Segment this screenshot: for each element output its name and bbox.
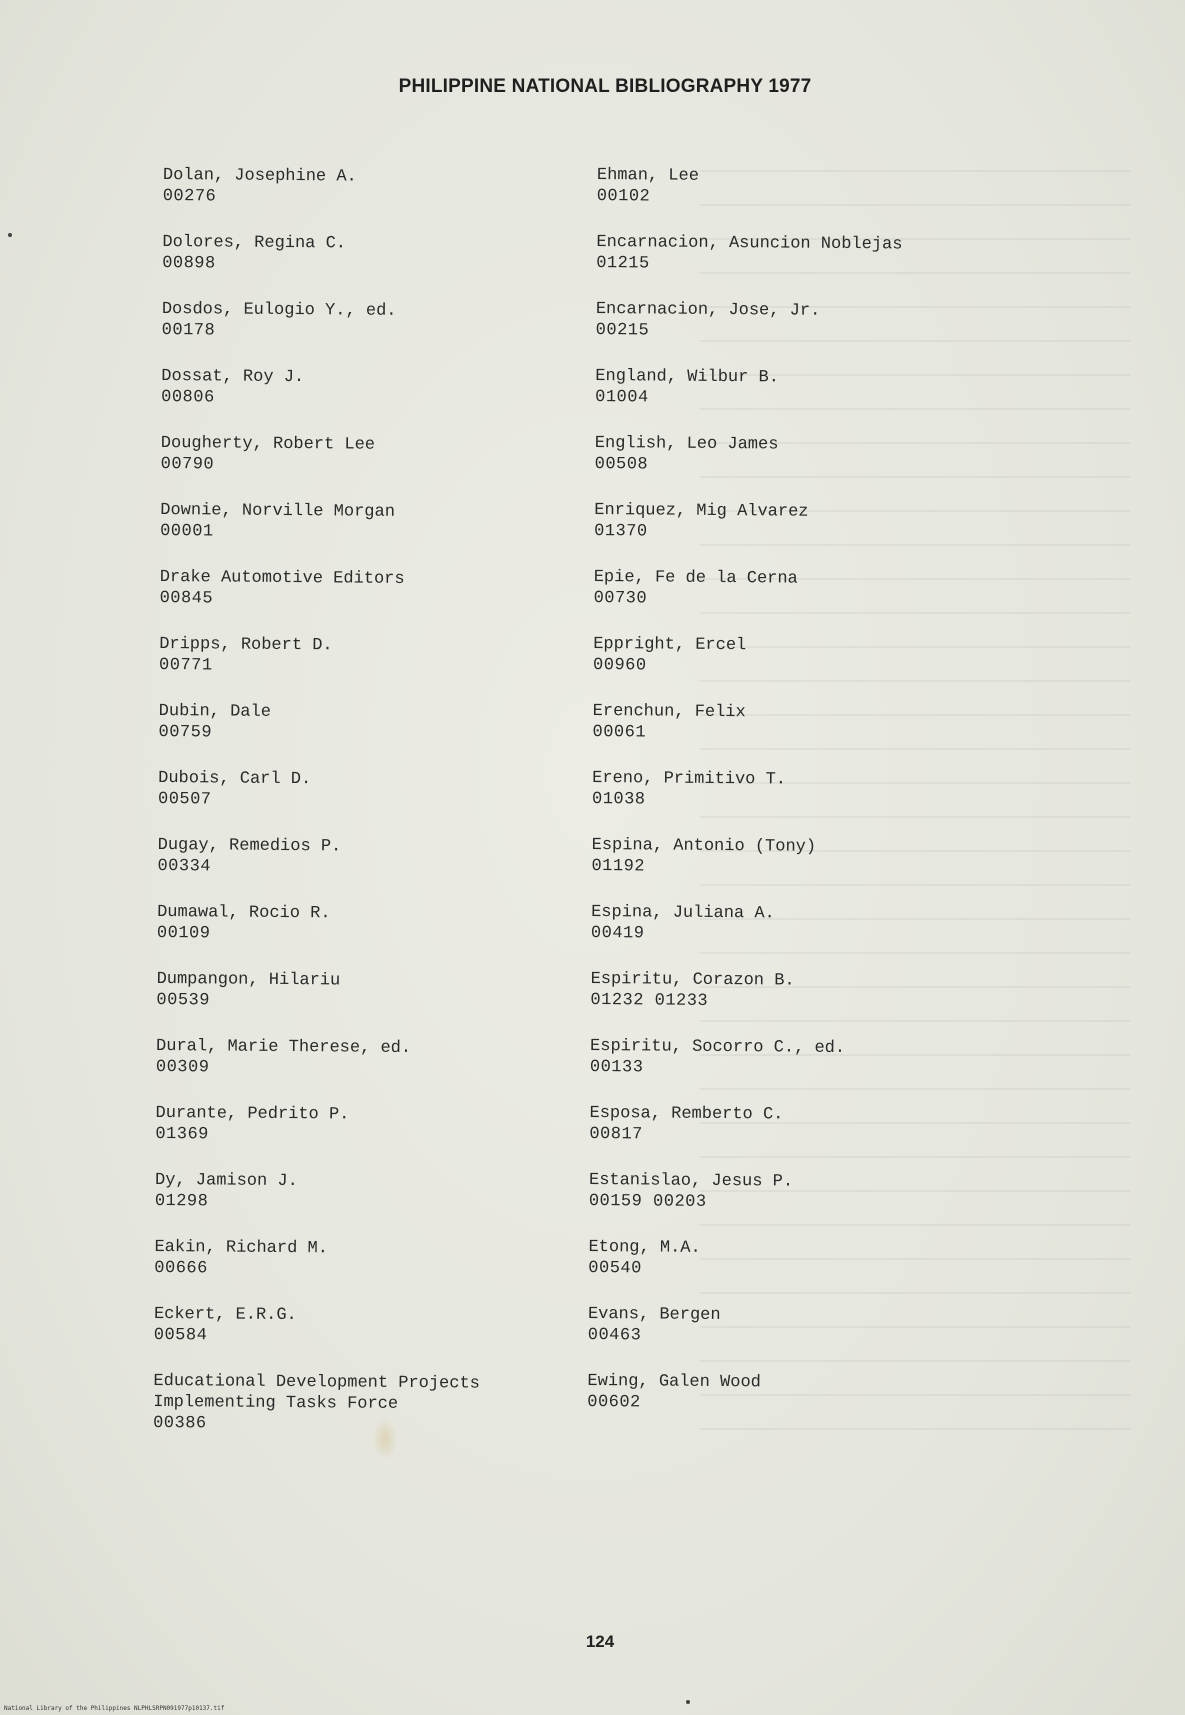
index-entry — [590, 1036, 845, 1080]
entry-name: Educational Development Projects — [153, 1371, 480, 1394]
entry-name: Ewing, Galen Wood — [587, 1371, 761, 1393]
entry-code: 00334 — [157, 856, 212, 877]
index-entry — [153, 1371, 480, 1437]
entry-code: 00386 — [153, 1413, 207, 1434]
entry-name: Durante, Pedrito P. — [155, 1103, 350, 1125]
entry-name: Espiritu, Socorro C., ed. — [590, 1036, 846, 1058]
index-entry — [594, 500, 809, 544]
index-entry — [158, 701, 271, 744]
index-entry — [595, 433, 779, 476]
entry-code: 00960 — [592, 655, 647, 676]
entry-code: 00584 — [153, 1325, 208, 1346]
entry-name: Encarnacion, Asuncion Noblejas — [596, 232, 903, 255]
entry-code: 00061 — [592, 722, 647, 743]
index-entry — [154, 1237, 328, 1280]
entry-name: Dolores, Regina C. — [162, 232, 347, 254]
index-entry — [154, 1304, 297, 1347]
entry-code: 01369 — [155, 1124, 209, 1145]
index-entry — [596, 232, 902, 276]
index-entry — [161, 366, 304, 409]
entry-name: Dosdos, Eulogio Y., ed. — [161, 299, 397, 321]
entry-name: Espina, Antonio (Tony) — [591, 835, 817, 857]
entry-code: 00276 — [162, 186, 217, 207]
index-entry — [588, 1304, 721, 1347]
index-entry — [594, 567, 798, 611]
entry-code: 01298 — [154, 1191, 209, 1212]
index-entry — [592, 701, 745, 744]
entry-name: Eckert, E.R.G. — [153, 1304, 297, 1326]
entry-code: 00507 — [157, 789, 212, 810]
entry-name: Dubois, Carl D. — [158, 768, 312, 790]
entry-name: Espiritu, Corazon B. — [590, 969, 795, 991]
entry-name: Dossat, Roy J. — [161, 366, 305, 388]
entry-name: Dugay, Remedios P. — [157, 835, 342, 857]
entry-name: Evans, Bergen — [587, 1304, 721, 1326]
entry-name: Enriquez, Mig Alvarez — [594, 500, 809, 522]
index-entry — [588, 1237, 701, 1280]
index-entry — [591, 902, 775, 945]
entry-name: Dripps, Robert D. — [159, 634, 333, 656]
entry-code: 00666 — [154, 1258, 208, 1279]
index-entry — [595, 366, 779, 409]
entry-code: 01004 — [595, 387, 649, 408]
index-entry — [158, 768, 311, 811]
entry-name: Etong, M.A. — [588, 1237, 701, 1258]
entry-name: Dougherty, Robert Lee — [160, 433, 376, 455]
entry-name: Ehman, Lee — [596, 165, 700, 186]
entry-name: Dy, Jamison J. — [154, 1170, 298, 1192]
index-entry — [155, 1103, 349, 1147]
index-entry — [159, 634, 333, 677]
index-entry — [157, 902, 331, 945]
index-entry — [160, 567, 405, 611]
entry-code: 01215 — [596, 253, 650, 274]
entry-name: Estanislao, Jesus P. — [588, 1170, 794, 1192]
index-entry — [160, 500, 395, 544]
index-entry — [597, 165, 699, 208]
entry-name: Epie, Fe de la Cerna — [593, 567, 798, 589]
entry-code: 01232 01233 — [590, 990, 709, 1011]
entry-code: 00845 — [159, 588, 214, 609]
index-entry — [589, 1103, 783, 1147]
entry-name: Esposa, Remberto C. — [589, 1103, 784, 1125]
entry-code: 00178 — [161, 320, 216, 341]
index-entry — [157, 835, 341, 878]
entry-code: 00102 — [596, 186, 651, 207]
index-entry — [156, 1036, 411, 1080]
entry-code: 00817 — [589, 1124, 643, 1145]
index-entry — [162, 232, 346, 275]
entry-code: 00215 — [595, 320, 650, 341]
entry-name: Drake Automotive Editors — [159, 567, 405, 589]
entry-code: 01192 — [591, 856, 646, 877]
entry-code: 00539 — [156, 990, 211, 1011]
entry-code: 00419 — [590, 923, 645, 944]
index-entry — [589, 1170, 793, 1214]
entry-name: Ereno, Primitivo T. — [592, 768, 787, 790]
entry-name: Dumpangon, Hilariu — [156, 969, 341, 991]
entry-code: 00602 — [587, 1392, 641, 1413]
entry-code: 00730 — [593, 588, 648, 609]
entry-name: Dumawal, Rocio R. — [157, 902, 331, 924]
index-entry — [161, 433, 376, 477]
entry-code: 00508 — [594, 454, 649, 475]
index-entry — [163, 165, 357, 209]
entry-name: England, Wilbur B. — [595, 366, 780, 388]
entry-code: 00309 — [155, 1057, 210, 1078]
index-entry — [162, 299, 397, 343]
entry-name: Downie, Norville Morgan — [160, 500, 395, 522]
entry-code: 01038 — [591, 789, 646, 810]
index-entry — [591, 835, 816, 879]
entry-name: Dolan, Josephine A. — [162, 165, 357, 187]
index-entry — [590, 969, 794, 1013]
entry-name: English, Leo James — [594, 433, 779, 455]
index-entry — [155, 1170, 298, 1213]
entry-code: 00109 — [156, 923, 211, 944]
entry-name: Encarnacion, Jose, Jr. — [595, 299, 821, 321]
entry-code: 00771 — [158, 655, 213, 676]
entry-name: Dural, Marie Therese, ed. — [156, 1036, 412, 1058]
entry-code: 00790 — [160, 454, 215, 475]
index-entry — [587, 1371, 761, 1414]
entry-code: 00898 — [162, 253, 216, 274]
entry-code: 00001 — [160, 521, 214, 542]
index-entry — [596, 299, 821, 343]
speck — [8, 233, 12, 237]
index-entry — [592, 768, 786, 812]
entry-code: 00806 — [161, 387, 215, 408]
page-title: PHILIPPINE NATIONAL BIBLIOGRAPHY 1977 — [398, 76, 812, 97]
index-entry — [593, 634, 746, 677]
page-number: 124 — [585, 1632, 615, 1651]
scan-footer: National Library of the Philippines NLPHLSRPN091977p10137.tif — [4, 1705, 225, 1712]
entry-code: 00159 00203 — [588, 1191, 707, 1212]
entry-code: 00540 — [588, 1258, 642, 1279]
entry-name: Espina, Juliana A. — [591, 902, 775, 924]
entry-code: 01370 — [594, 521, 648, 542]
entry-name-continued: Implementing Tasks Force — [153, 1392, 399, 1414]
entry-code: 00133 — [589, 1057, 644, 1078]
entry-code: 00759 — [158, 722, 213, 743]
entry-code: 00463 — [587, 1325, 642, 1346]
entry-name: Erenchun, Felix — [592, 701, 746, 723]
index-entry — [156, 969, 340, 1012]
entry-name: Dubin, Dale — [158, 701, 271, 722]
entry-name: Eppright, Ercel — [593, 634, 747, 656]
speck — [686, 1700, 690, 1704]
entry-name: Eakin, Richard M. — [154, 1237, 329, 1259]
